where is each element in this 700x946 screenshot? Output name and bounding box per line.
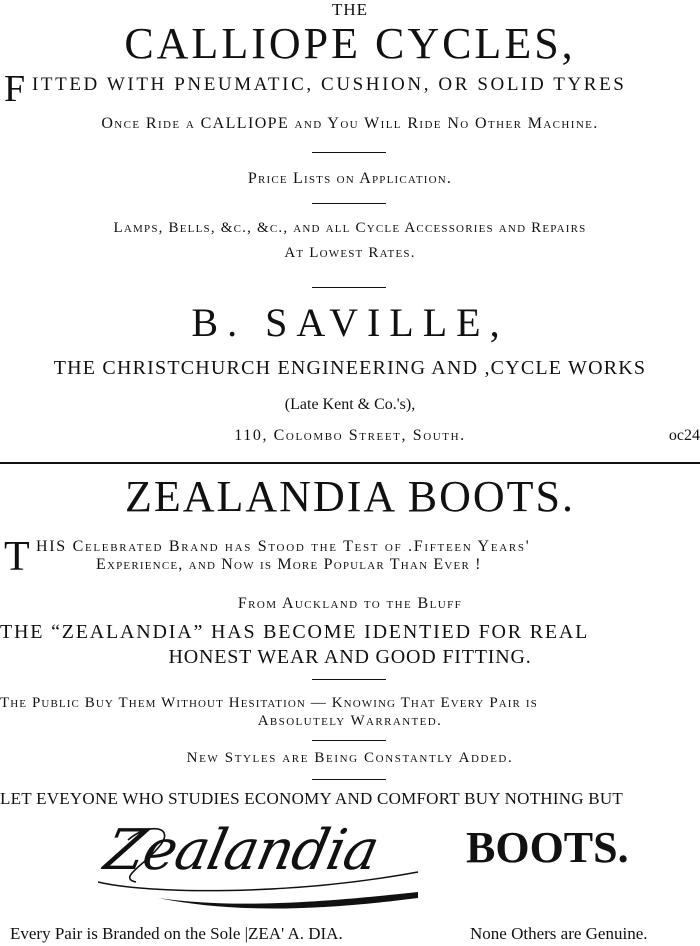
divider [312, 779, 386, 780]
zealandia-title: ZEALANDIA BOOTS. [125, 472, 575, 521]
from-line: From Auckland to the Bluff [237, 595, 463, 612]
section-divider [0, 462, 700, 464]
late-line: (Late Kent & Co.'s), [284, 396, 416, 413]
fitted-dropcap: F [4, 68, 26, 110]
header-the: THE [331, 0, 369, 19]
this-line: HIS Celebrated Brand has Stood the Test of .Fifteen Years' [36, 538, 531, 555]
divider [312, 287, 386, 288]
divider [312, 203, 386, 204]
experience-line: Experience, and Now is More Popular Than Ever ! [96, 556, 482, 573]
proprietor-name: B. SAVILLE, [191, 300, 509, 345]
divider [312, 679, 386, 680]
branded-line: Every Pair is Branded on the Sole |ZEA' A. DIA. [10, 924, 343, 943]
identified-line: THE “ZEALANDIA” HAS BECOME IDENTIED FOR REAL [0, 621, 590, 643]
boots-word: BOOTS. [466, 823, 629, 872]
ad-code: oc24 [668, 427, 700, 444]
price-lists-line: Price Lists on Application. [247, 170, 453, 187]
new-styles-line: New Styles are Being Constantly Added. [186, 750, 514, 766]
divider [312, 740, 386, 741]
this-dropcap: T [4, 534, 30, 580]
honest-line: HONEST WEAR AND GOOD FITTING. [168, 646, 532, 668]
once-ride-line: Once Ride a CALLIOPE and You Will Ride No Other Machine. [101, 115, 599, 132]
divider [312, 152, 386, 153]
calliope-title: CALLIOPE CYCLES, [124, 19, 576, 68]
lowest-rates-line: At Lowest Rates. [284, 245, 416, 261]
fitted-line: ITTED WITH PNEUMATIC, CUSHION, OR SOLID TYRES [32, 74, 627, 95]
economy-line: LET EVEYONE WHO STUDIES ECONOMY AND COMFORT BUY NOTHING BUT [0, 789, 624, 808]
zealandia-script-logo [88, 812, 433, 912]
public-line: The Public Buy Them Without Hesitation — Knowing That Every Pair is [0, 695, 538, 711]
works-line: THE CHRISTCHURCH ENGINEERING AND ,CYCLE WORKS [53, 357, 647, 379]
warranted-line: Absolutely Warranted. [257, 713, 443, 729]
script-logo-text: Zealandia [99, 818, 384, 883]
address-line: 110, Colombo Street, South. [234, 427, 466, 444]
lamps-line: Lamps, Bells, &c., &c., and all Cycle Accessories and Repairs [113, 220, 587, 236]
genuine-line: None Others are Genuine. [470, 924, 648, 943]
